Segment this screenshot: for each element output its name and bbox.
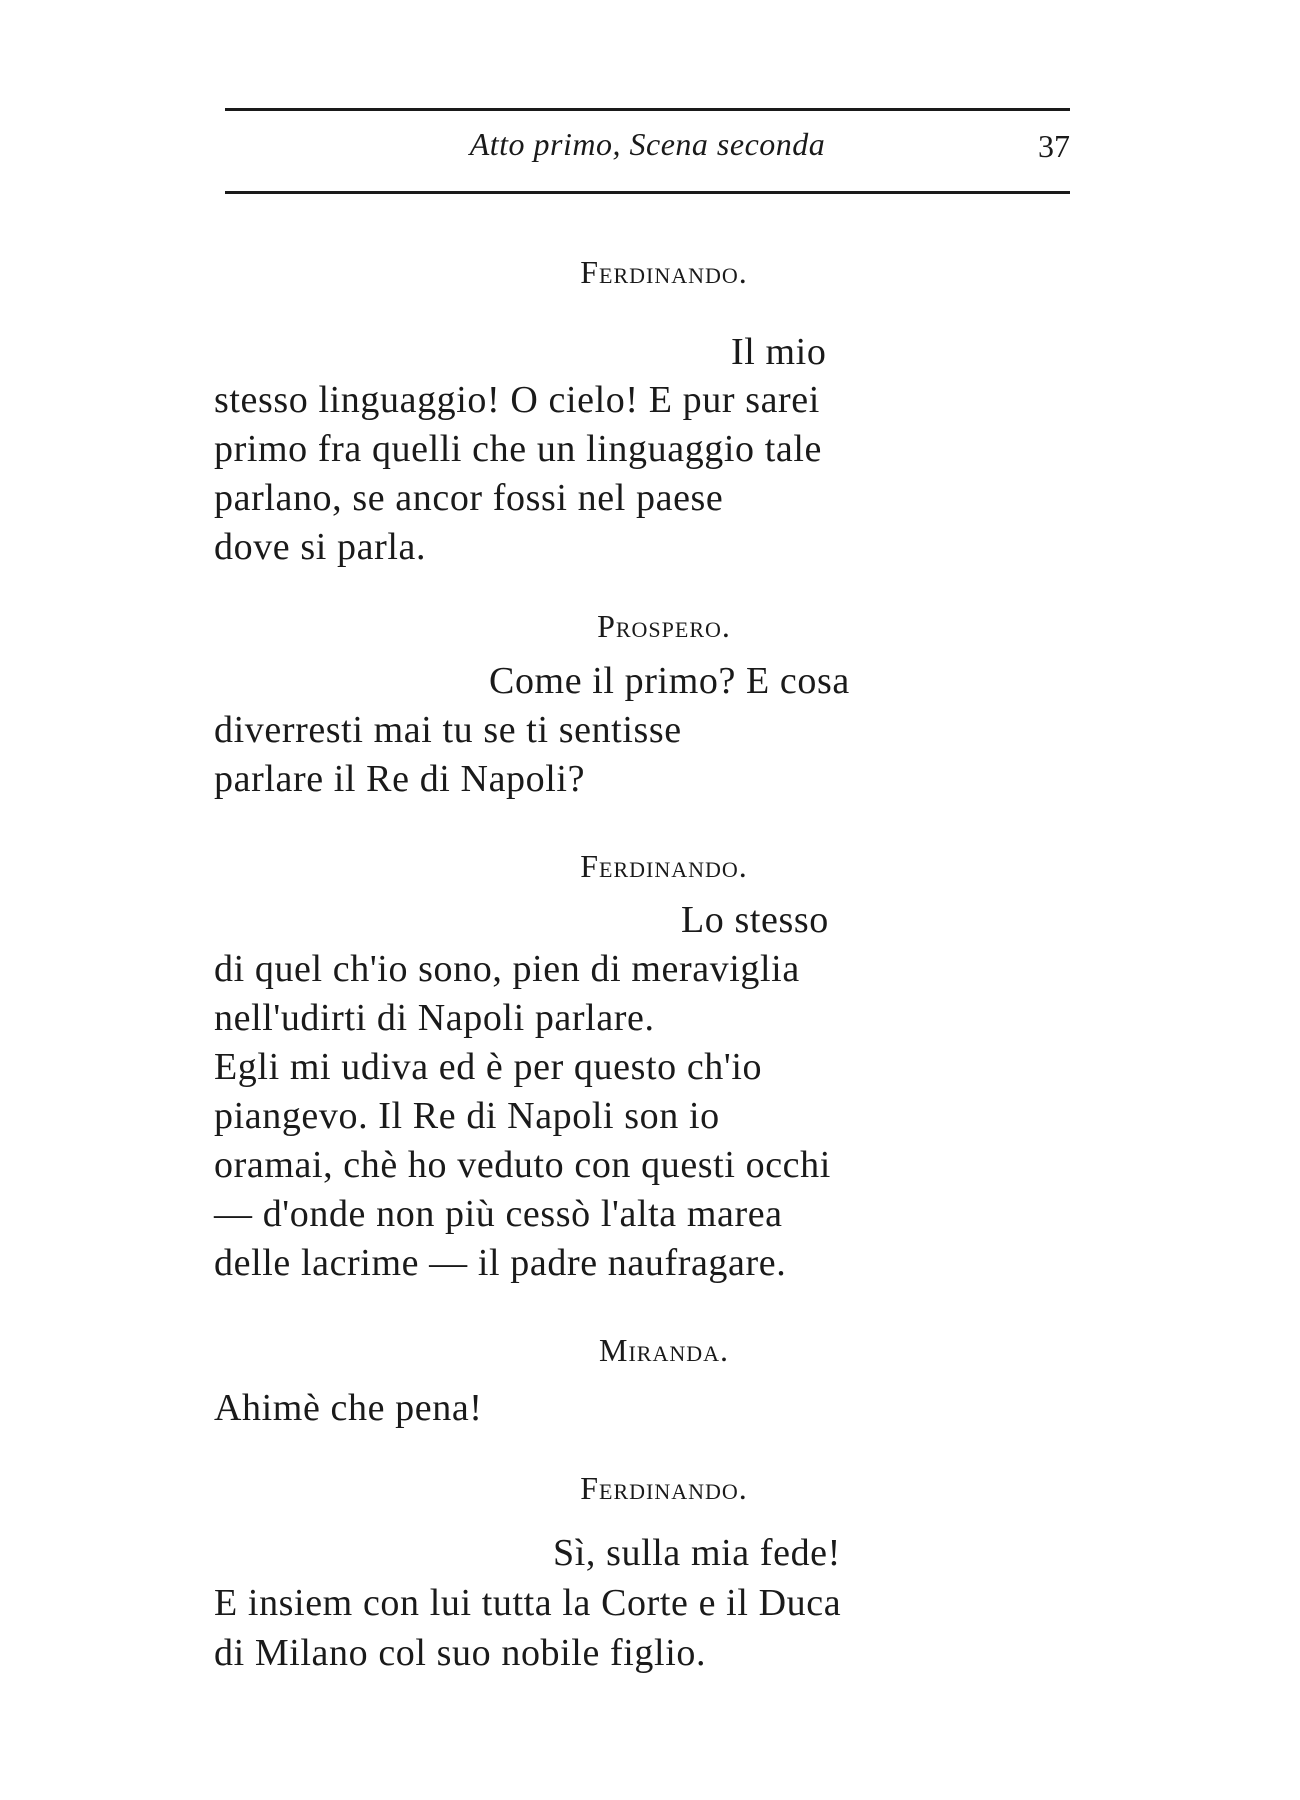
page-number: 37 (1038, 128, 1070, 164)
verse-line: oramai, chè ho veduto con questi occhi (214, 1144, 831, 1186)
speaker-name: Miranda. (598, 1332, 729, 1368)
verse-line: parlano, se ancor fossi nel paese (214, 477, 724, 519)
header-bottom-rule (225, 191, 1070, 194)
verse-line: — d'onde non più cessò l'alta marea (214, 1193, 783, 1235)
verse-line: Come il primo? E cosa (489, 660, 850, 702)
verse-line: primo fra quelli che un linguaggio tale (214, 428, 823, 470)
running-title: Atto primo, Scena seconda (469, 126, 826, 162)
verse-line: piangevo. Il Re di Napoli son io (214, 1095, 720, 1137)
verse-line: diverresti mai tu se ti sentisse (214, 709, 682, 751)
verse-line: nell'udirti di Napoli parlare. (214, 997, 655, 1039)
verse-line: di Milano col suo nobile figlio. (214, 1632, 707, 1674)
speaker-name: Prospero. (597, 608, 731, 644)
verse-line: di quel ch'io sono, pien di meraviglia (214, 948, 800, 990)
speaker-name: Ferdinando. (580, 848, 748, 884)
verse-line: Il mio (731, 331, 827, 373)
speaker-name: Ferdinando. (580, 254, 748, 290)
verse-line: parlare il Re di Napoli? (214, 758, 586, 800)
verse-line: Ahimè che pena! (214, 1387, 483, 1429)
verse-line: Lo stesso (681, 899, 829, 941)
verse-line: Sì, sulla mia fede! (553, 1532, 841, 1574)
verse-line: Egli mi udiva ed è per questo ch'io (214, 1046, 763, 1088)
verse-line: E insiem con lui tutta la Corte e il Duca (214, 1582, 842, 1624)
header-top-rule (225, 108, 1070, 111)
running-head (225, 126, 1070, 176)
verse-line: stesso linguaggio! O cielo! E pur sarei (214, 379, 820, 421)
verse-line: dove si parla. (214, 526, 427, 568)
speaker-name: Ferdinando. (580, 1470, 748, 1506)
verse-line: delle lacrime — il padre naufragare. (214, 1242, 787, 1284)
